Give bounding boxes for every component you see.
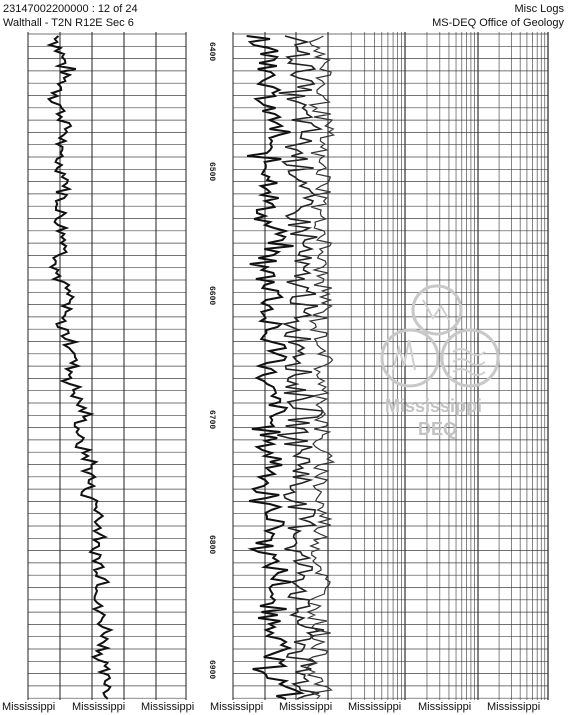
well-id-label: 23147002200000 : 12 of 24	[3, 3, 138, 15]
footer-label: Mississippi	[141, 701, 195, 713]
depth-label: 6400	[207, 42, 216, 62]
footer-label: Mississippi	[210, 701, 264, 713]
footer-label: Mississippi	[348, 701, 402, 713]
watermark	[375, 280, 505, 445]
agency-label: MS-DEQ Office of Geology	[432, 17, 564, 29]
left-track-grid	[28, 32, 186, 700]
footer-label: Mississippi	[418, 701, 472, 713]
footer-label: Mississippi	[279, 701, 333, 713]
location-label: Walthall - T2N R12E Sec 6	[3, 17, 134, 29]
mississippi-deq-seal-icon	[375, 280, 505, 400]
depth-label: 6900	[207, 660, 216, 680]
page-footer	[0, 700, 568, 715]
footer-label: Mississippi	[487, 701, 541, 713]
footer-label: Mississippi	[2, 701, 56, 713]
depth-label: 6500	[207, 162, 216, 182]
watermark-line2: DEQ	[418, 419, 458, 439]
depth-label: 6700	[207, 410, 216, 430]
watermark-line1: Mississippi	[385, 396, 483, 416]
depth-label: 6600	[207, 286, 216, 306]
log-type-label: Misc Logs	[514, 3, 564, 15]
depth-label: 6800	[207, 535, 216, 555]
footer-label: Mississippi	[72, 701, 126, 713]
